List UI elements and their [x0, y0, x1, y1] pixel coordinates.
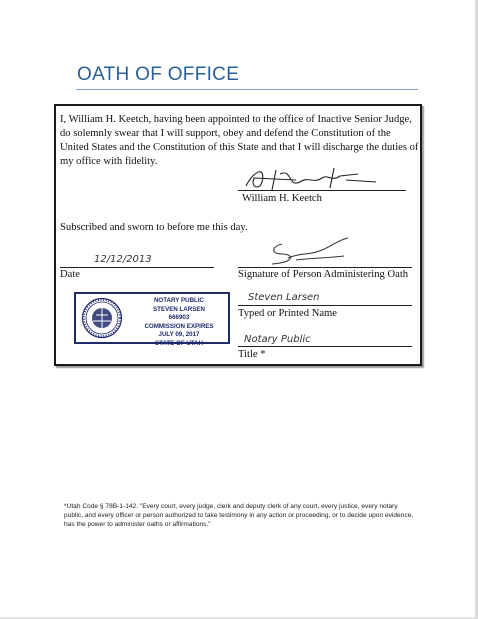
administrator-signature-label: Signature of Person Administering Oath	[238, 269, 409, 280]
title-line	[238, 346, 412, 347]
date-line	[60, 267, 214, 268]
title-value: Notary Public	[244, 334, 311, 345]
stamp-line: STATE OF UTAH	[154, 339, 204, 347]
administrator-signature	[252, 234, 362, 268]
stamp-line: STEVEN LARSEN	[153, 305, 205, 313]
subscribed-text: Subscribed and sworn to before me this day.	[60, 222, 248, 233]
notary-stamp	[74, 292, 230, 347]
printed-name-value: Steven Larsen	[248, 292, 320, 303]
oath-text: I, William H. Keetch, having been appointed to the office of Inactive Senior Judge, do solemnly swear that I will support, obey and defend the Constitution of the United States and the Constitution of this State and that I will discharge the duties of my office with fidelity.	[60, 114, 419, 167]
footnote: *Utah Code § 78B-1-142. "Every court, every judge, clerk and deputy clerk of any court, every justice, every notary public, and every officer or person authorized to take testimony in any action or proceeding, or to decide upon evidence, has the power to administer oaths or affirmations."	[64, 503, 414, 529]
title-label: Title *	[238, 349, 266, 360]
stamp-line: COMMISSION EXPIRES	[144, 322, 214, 330]
date-label: Date	[60, 269, 80, 280]
stamp-line: 666903	[168, 314, 190, 322]
printed-name-label: Typed or Printed Name	[238, 308, 337, 319]
affiant-signature-line	[238, 190, 406, 191]
stamp-line: NOTARY PUBLIC	[153, 297, 205, 304]
oath-box	[54, 104, 422, 366]
title-rule	[76, 89, 418, 90]
administrator-signature-line	[238, 267, 412, 268]
printed-name-line	[238, 305, 412, 306]
page-title: OATH OF OFFICE	[77, 64, 240, 85]
stamp-text	[130, 297, 228, 349]
stamp-line: JULY 09, 2017	[158, 331, 200, 339]
state-seal-icon	[81, 297, 123, 344]
affiant-name: William H. Keetch	[242, 193, 322, 204]
date-value: 12/12/2013	[94, 254, 152, 265]
